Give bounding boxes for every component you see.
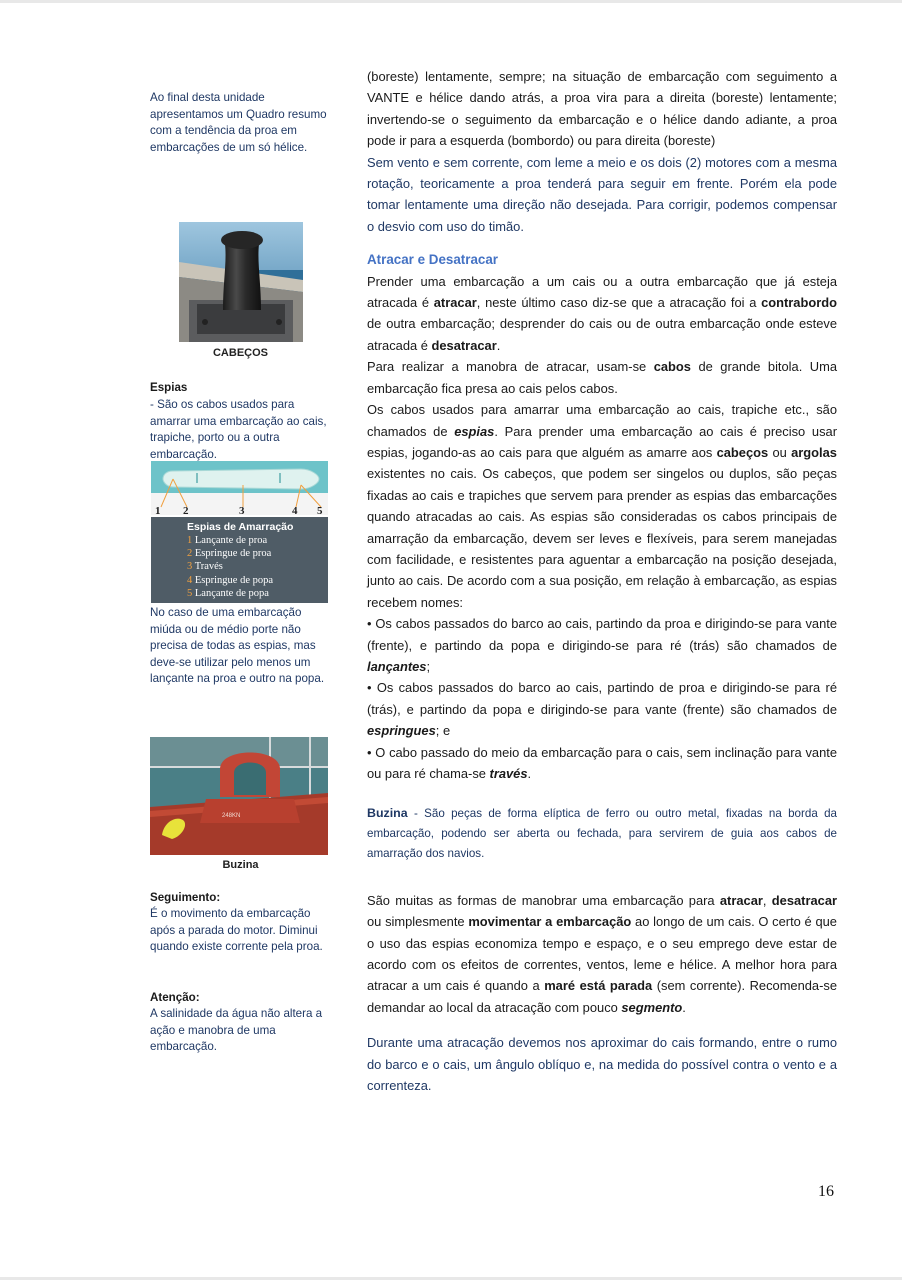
page-number: 16: [818, 1183, 834, 1200]
paragraph-durante: Durante uma atracação devemos nos aproximar do cais formando, entre o rumo do barco e o cais, um ângulo oblíquo e, na medida do possível contra o vento e a correnteza.: [367, 1035, 837, 1094]
sidebar-intro: Ao final desta unidade apresentamos um Quadro resumo com a tendência da proa em embarcações de um só hélice.: [150, 91, 327, 154]
section-heading: Atracar e Desatracar: [367, 252, 499, 268]
paragraph-cabos: Para realizar a manobra de atracar, usam-se cabos de grande bitola. Uma embarcação fica presa ao cais pelos cabos.: [367, 359, 837, 396]
bullet-lancantes: • Os cabos passados do barco ao cais, partindo da proa e dirigindo-se para vante (frente), e partindo da popa e dirigindo-se para ré (trás) são chamados de lançantes;: [367, 616, 837, 674]
espias-text: - São os cabos usados para amarrar uma embarcação ao cais, trapiche, porto ou a outra embarcação.: [150, 398, 327, 461]
paragraph-sem-vento: Sem vento e sem corrente, com leme a meio e os dois (2) motores com a mesma rotação, teoricamente a proa tenderá para seguir em frente. Porém ela pode tomar lentamente uma direção não desejada. Para corrigir, podemos compensar o desvio com uso do timão.: [367, 154, 837, 234]
diagram-legend-title: Espias de Amarração: [187, 521, 294, 533]
main-column: [367, 66, 837, 1096]
espias-diagram: [151, 461, 328, 603]
paragraph-espias: Os cabos usados para amarrar uma embarcação ao cais, trapiche etc., são chamados de espias. Para prender uma embarcação ao cais é preciso usar espias, jogando-as ao cais para que alguém as amarre aos cabeços ou argolas existentes no cais. Os cabeços, que podem ser singelos ou duplos, são peças fixadas ao cais e trapiches que servem para prender as espias das embarcações quando atracadas ao cais. As espias são consideradas os cabos principais de amarração da embarcação, devem ser leves e flexíveis, para serem manejadas com facilidade, e resistentes para aguentar a embarcação na posição desejada, junto ao cais. De acordo com a sua posição, em relação à embarcação, as espias recebem nomes:: [367, 402, 837, 610]
paragraph-buzina: Buzina - São peças de forma elíptica de ferro ou outro metal, fixadas na borda da embarcação, podendo ser aberta ou fechada, para servirem de guia aos cabos de amarração dos navios.: [367, 806, 837, 860]
page-top-edge: [0, 0, 902, 3]
legend-item: 2 Espringue de proa: [187, 548, 272, 560]
legend-item: 1 Lançante de proa: [187, 535, 268, 546]
diagram-num-2: 2: [183, 505, 189, 517]
paragraph-atracar: Prender uma embarcação a um cais ou a outra embarcação que já esteja atracada é atracar, neste último caso diz-se que a atracação foi a contrabordo de outra embarcação; desprender do cais ou de outra embarcação onde esteve atracada é desatracar.: [367, 273, 837, 353]
legend-item: 4 Espringue de popa: [187, 574, 274, 586]
atencao-title: Atenção:: [150, 991, 200, 1004]
legend-item: 3 Través: [187, 561, 223, 573]
seguimento-title: Seguimento:: [150, 891, 221, 904]
miuda-text: No caso de uma embarcação miúda ou de médio porte não precisa de todas as espias, mas deve-se utilizar pelo menos um lançante na proa e outro na popa.: [150, 606, 325, 686]
buzina-caption: Buzina: [222, 859, 259, 871]
diagram-legend: [187, 534, 273, 600]
bullet-traves: • O cabo passado do meio da embarcação para o cais, sem inclinação para vante ou para ré chama-se través.: [367, 744, 837, 781]
atencao-text: A salinidade da água não altera a ação e manobra de uma embarcação.: [150, 1007, 323, 1054]
cabecos-caption: CABEÇOS: [212, 347, 268, 359]
diagram-num-1: 1: [155, 505, 161, 517]
cabeco-photo: [179, 222, 303, 342]
buzina-plate-label: 248KN: [222, 813, 241, 819]
espias-title: Espias: [150, 381, 188, 394]
legend-item: 5 Lançante de popa: [187, 587, 269, 599]
bullet-espringues: • Os cabos passados do barco ao cais, partindo de proa e dirigindo-se para ré (trás), e partindo da popa e dirigindo-se para vante (frente) são chamados de espringues; e: [367, 680, 837, 739]
paragraph-continuation: (boreste) lentamente, sempre; na situação de embarcação com seguimento a VANTE e hélice dando atrás, a proa vira para a direita (boreste) lentamente; invertendo-se o seguimento da embarcação e o hélice dando adiante, a proa pode ir para a esquerda (bombordo) ou para direita (boreste): [367, 69, 837, 149]
diagram-num-4: 4: [292, 505, 298, 517]
diagram-num-5: 5: [317, 505, 323, 517]
seguimento-text: É o movimento da embarcação após a parada do motor. Diminui quando existe corrente pela proa.: [150, 907, 323, 954]
paragraph-manobrar: São muitas as formas de manobrar uma embarcação para atracar, desatracar ou simplesmente movimentar a embarcação ao longo de um cais. O certo é que o uso das espias economiza tempo e espaço, e o seu emprego deve estar de acordo com os efeitos de correntes, ventos, leme e hélice. A melhor hora para atracar a um cais é quando a maré está parada (sem corrente). Recomenda-se demandar ao local da atracação com pouco segmento.: [367, 892, 838, 1015]
buzina-photo: [150, 737, 328, 855]
diagram-num-3: 3: [239, 505, 245, 517]
